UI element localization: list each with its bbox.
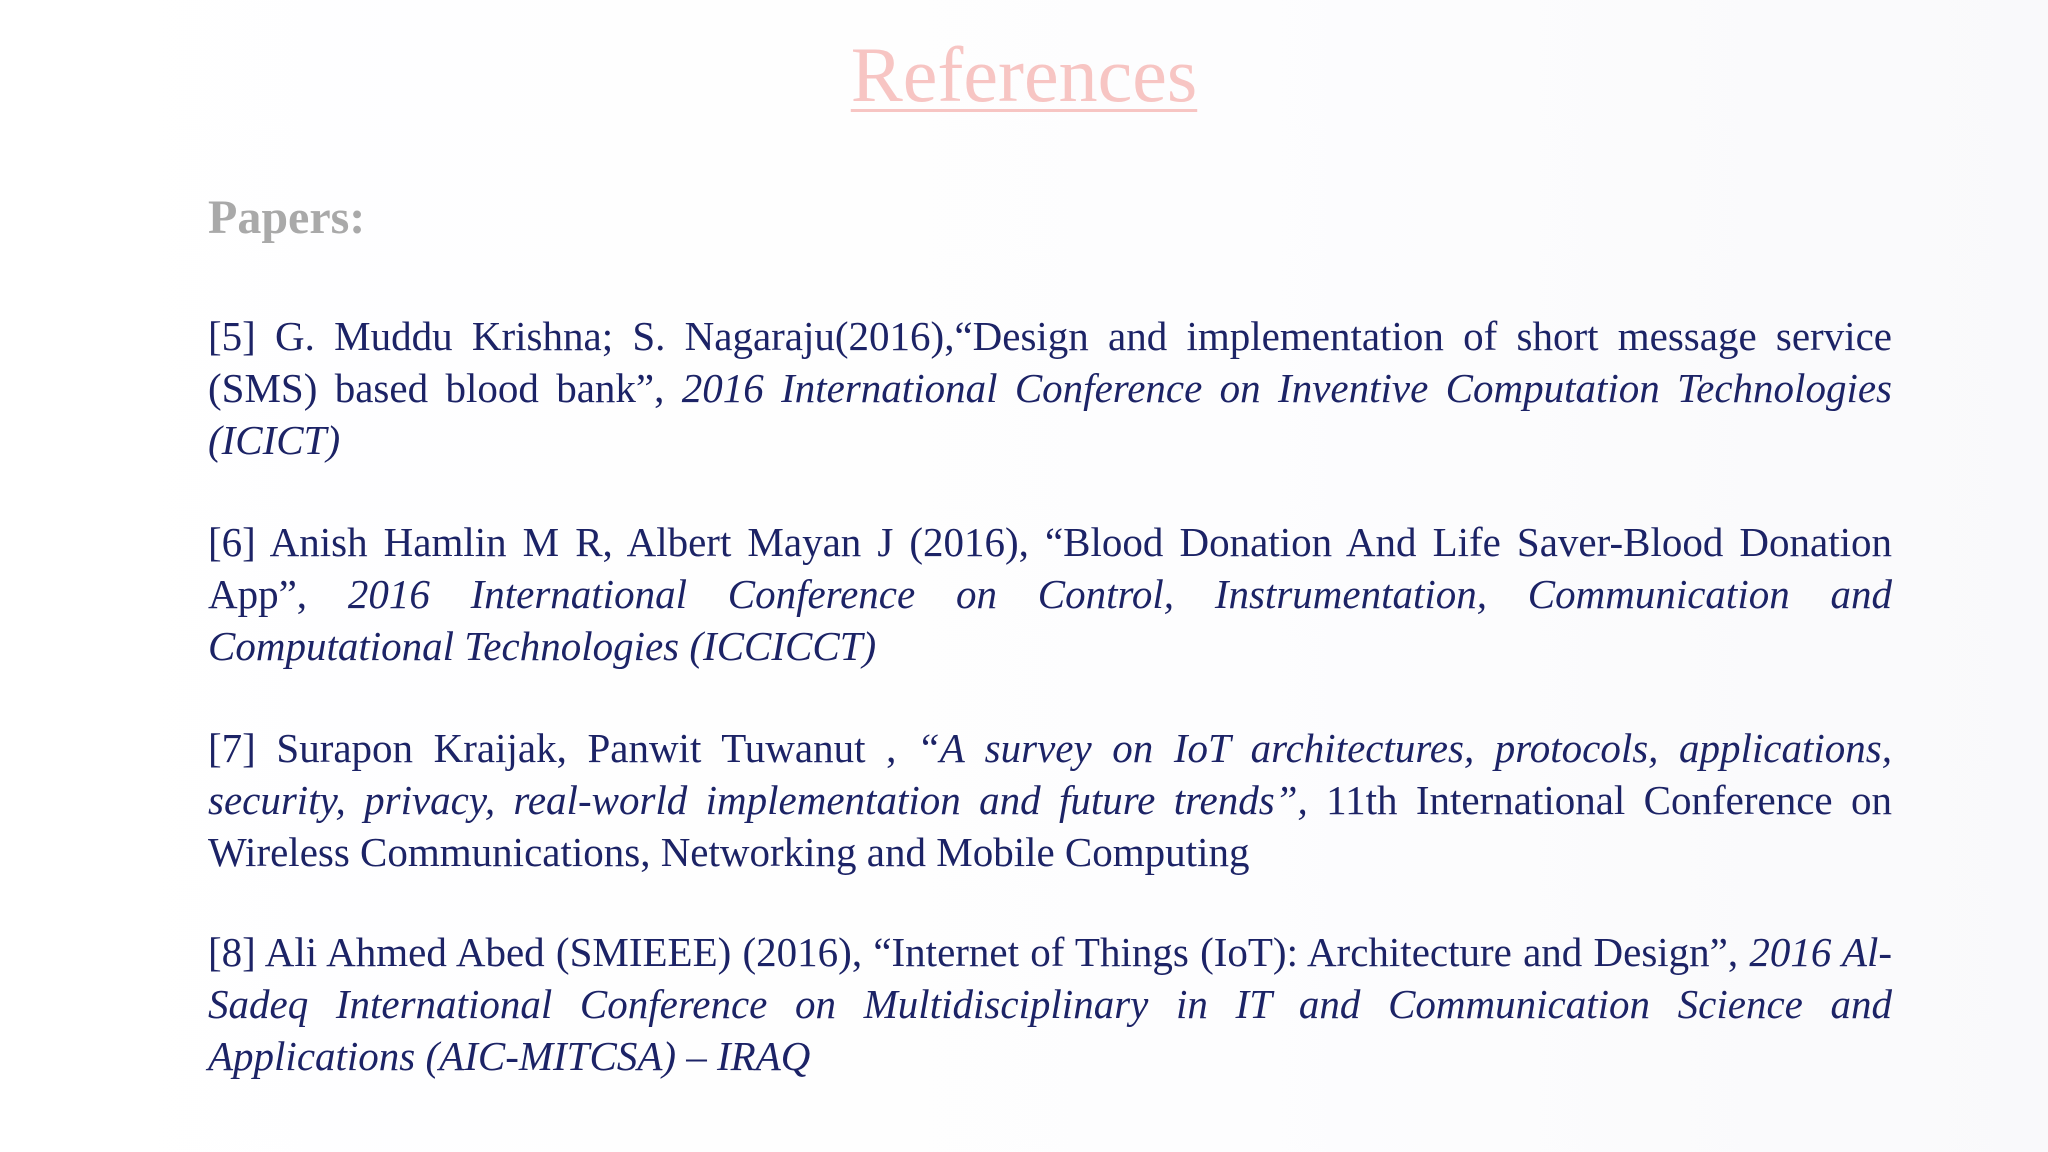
reference-item-6 (208, 516, 1892, 672)
section-label-papers: Papers: (208, 191, 366, 244)
reference-venue: 11th International Conference on Wireless Communications, Networking and Mobile Computing (208, 777, 1892, 875)
reference-venue: 2016 International Conference on Control, Instrumentation, Communication and Computational Technologies (ICCICCT) (208, 571, 1892, 669)
reference-venue: 2016 International Conference on Inventive Computation Technologies (ICICT) (208, 365, 1892, 463)
reference-authors-title: [6] Anish Hamlin M R, Albert Mayan J (2016), “Blood Donation And Life Saver-Blood Donation App”, (208, 519, 1892, 617)
reference-item-7 (208, 722, 1892, 878)
slide-title-text: References (850, 31, 1198, 118)
reference-item-8 (208, 926, 1892, 1082)
reference-authors-title: [5] G. Muddu Krishna; S. Nagaraju(2016),“Design and implementation of short message service (SMS) based blood bank”, (208, 313, 1892, 411)
reference-item-5 (208, 310, 1892, 466)
slide-title (0, 30, 2048, 120)
reference-authors-title: [8] Ali Ahmed Abed (SMIEEE) (2016), “Internet of Things (IoT): Architecture and Design”, (208, 929, 1750, 975)
reference-title: “A survey on IoT architectures, protocols, applications, security, privacy, real-world implementation and future trends”, (208, 725, 1892, 823)
reference-venue: 2016 Al-Sadeq International Conference on Multidisciplinary in IT and Communication Science and Applications (AIC-MITCSA) – IRAQ (208, 929, 1892, 1079)
reference-list (208, 310, 1892, 1132)
reference-authors: [7] Surapon Kraijak, Panwit Tuwanut , (208, 725, 917, 771)
